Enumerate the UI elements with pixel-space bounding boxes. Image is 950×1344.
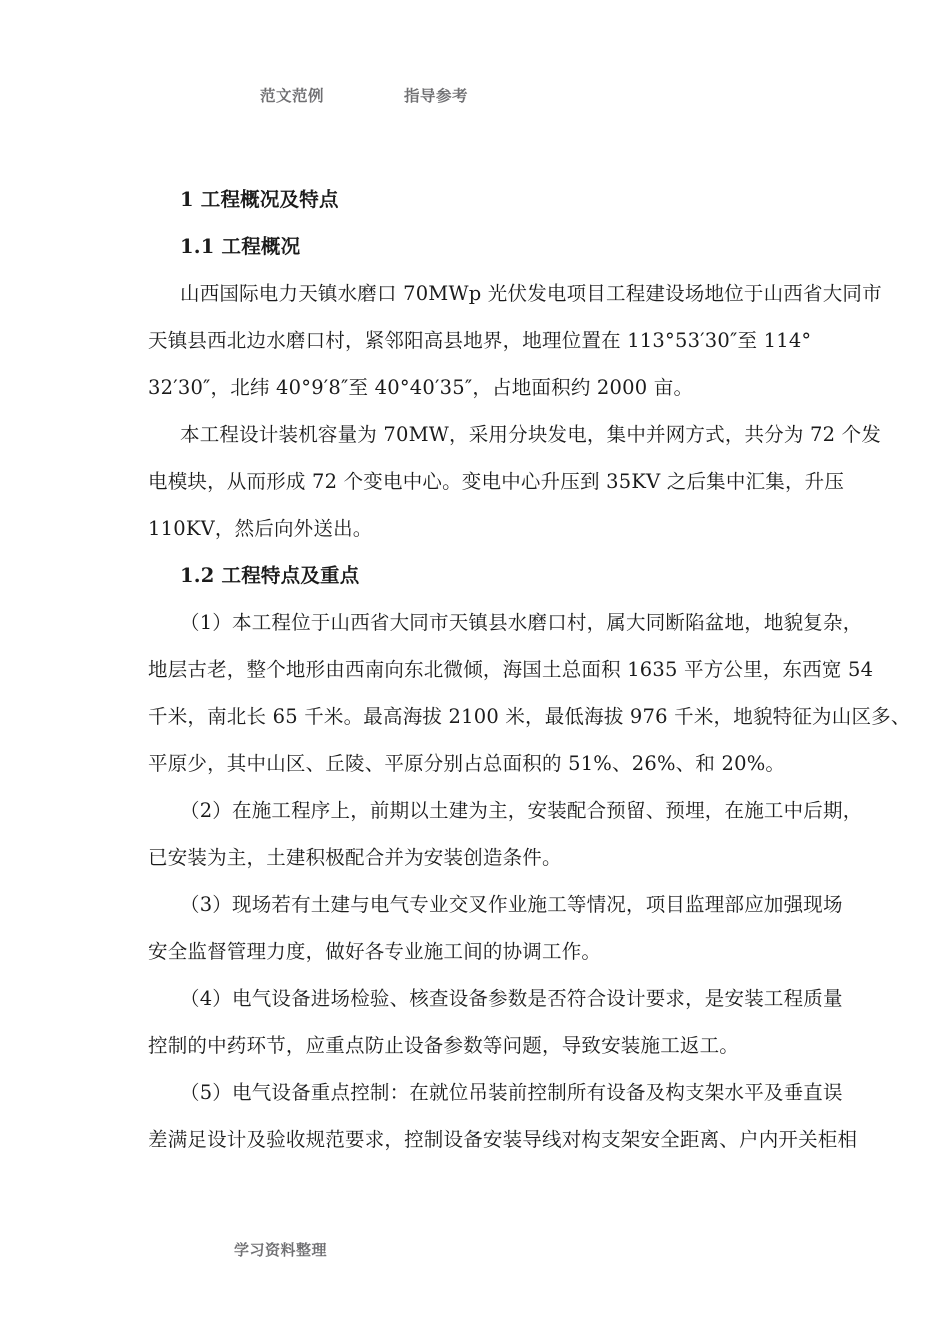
header-right-text: 指导参考 bbox=[404, 87, 469, 105]
paragraph-item-3 bbox=[148, 881, 843, 975]
heading-section-1-2: 1.2 工程特点及重点 bbox=[180, 564, 360, 587]
paragraph-line: 山西国际电力天镇水磨口 70MWp 光伏发电项目工程建设场地位于山西省大同市 bbox=[180, 282, 882, 305]
paragraph-item-4 bbox=[148, 975, 843, 1069]
document-body bbox=[148, 176, 911, 1163]
heading-section-1-1: 1.1 工程概况 bbox=[180, 235, 301, 258]
paragraph-line: 安全监督管理力度，做好各专业施工间的协调工作。 bbox=[148, 940, 602, 963]
paragraph-item-1 bbox=[148, 599, 911, 787]
header-left-text: 范文范例 bbox=[260, 87, 325, 105]
paragraph-overview-2 bbox=[148, 411, 882, 552]
paragraph-line: 32′30″，北纬 40°9′8″至 40°40′35″，占地面积约 2000 亩。 bbox=[148, 376, 694, 399]
page-header bbox=[148, 82, 820, 108]
paragraph-line: 千米，南北长 65 千米。最高海拔 2100 米，最低海拔 976 千米，地貌特征为山区多、 bbox=[148, 705, 911, 728]
paragraph-overview-1 bbox=[148, 270, 882, 411]
paragraph-item-2 bbox=[148, 787, 863, 881]
page-footer bbox=[148, 1236, 820, 1262]
paragraph-line: 差满足设计及验收规范要求，控制设备安装导线对构支架安全距离、户内开关柜相 bbox=[148, 1128, 858, 1151]
paragraph-line: （2）在施工程序上，前期以土建为主，安装配合预留、预埋，在施工中后期， bbox=[180, 799, 863, 822]
paragraph-line: （4）电气设备进场检验、核查设备参数是否符合设计要求，是安装工程质量 bbox=[180, 987, 843, 1010]
paragraph-line: （1）本工程位于山西省大同市天镇县水磨口村，属大同断陷盆地，地貌复杂， bbox=[180, 611, 863, 634]
paragraph-line: 本工程设计装机容量为 70MW，采用分块发电，集中并网方式，共分为 72 个发 bbox=[180, 423, 882, 446]
paragraph-line: 平原少，其中山区、丘陵、平原分别占总面积的 51%、26%、和 20%。 bbox=[148, 752, 786, 775]
heading-section-1: 1 工程概况及特点 bbox=[180, 188, 339, 211]
paragraph-line: 已安装为主，土建积极配合并为安装创造条件。 bbox=[148, 846, 562, 869]
paragraph-line: 地层古老，整个地形由西南向东北微倾，海国土总面积 1635 平方公里，东西宽 54 bbox=[148, 658, 874, 681]
paragraph-line: 天镇县西北边水磨口村，紧邻阳高县地界，地理位置在 113°53′30″至 114° bbox=[148, 329, 812, 352]
paragraph-line: 控制的中药环节，应重点防止设备参数等问题，导致安装施工返工。 bbox=[148, 1034, 740, 1057]
paragraph-item-5 bbox=[148, 1069, 858, 1163]
paragraph-line: 110KV，然后向外送出。 bbox=[148, 517, 373, 540]
paragraph-line: （5）电气设备重点控制：在就位吊装前控制所有设备及构支架水平及垂直误 bbox=[180, 1081, 843, 1104]
paragraph-line: （3）现场若有土建与电气专业交叉作业施工等情况，项目监理部应加强现场 bbox=[180, 893, 843, 916]
paragraph-line: 电模块，从而形成 72 个变电中心。变电中心升压到 35KV 之后集中汇集，升压 bbox=[148, 470, 845, 493]
footer-text: 学习资料整理 bbox=[234, 1240, 328, 1259]
